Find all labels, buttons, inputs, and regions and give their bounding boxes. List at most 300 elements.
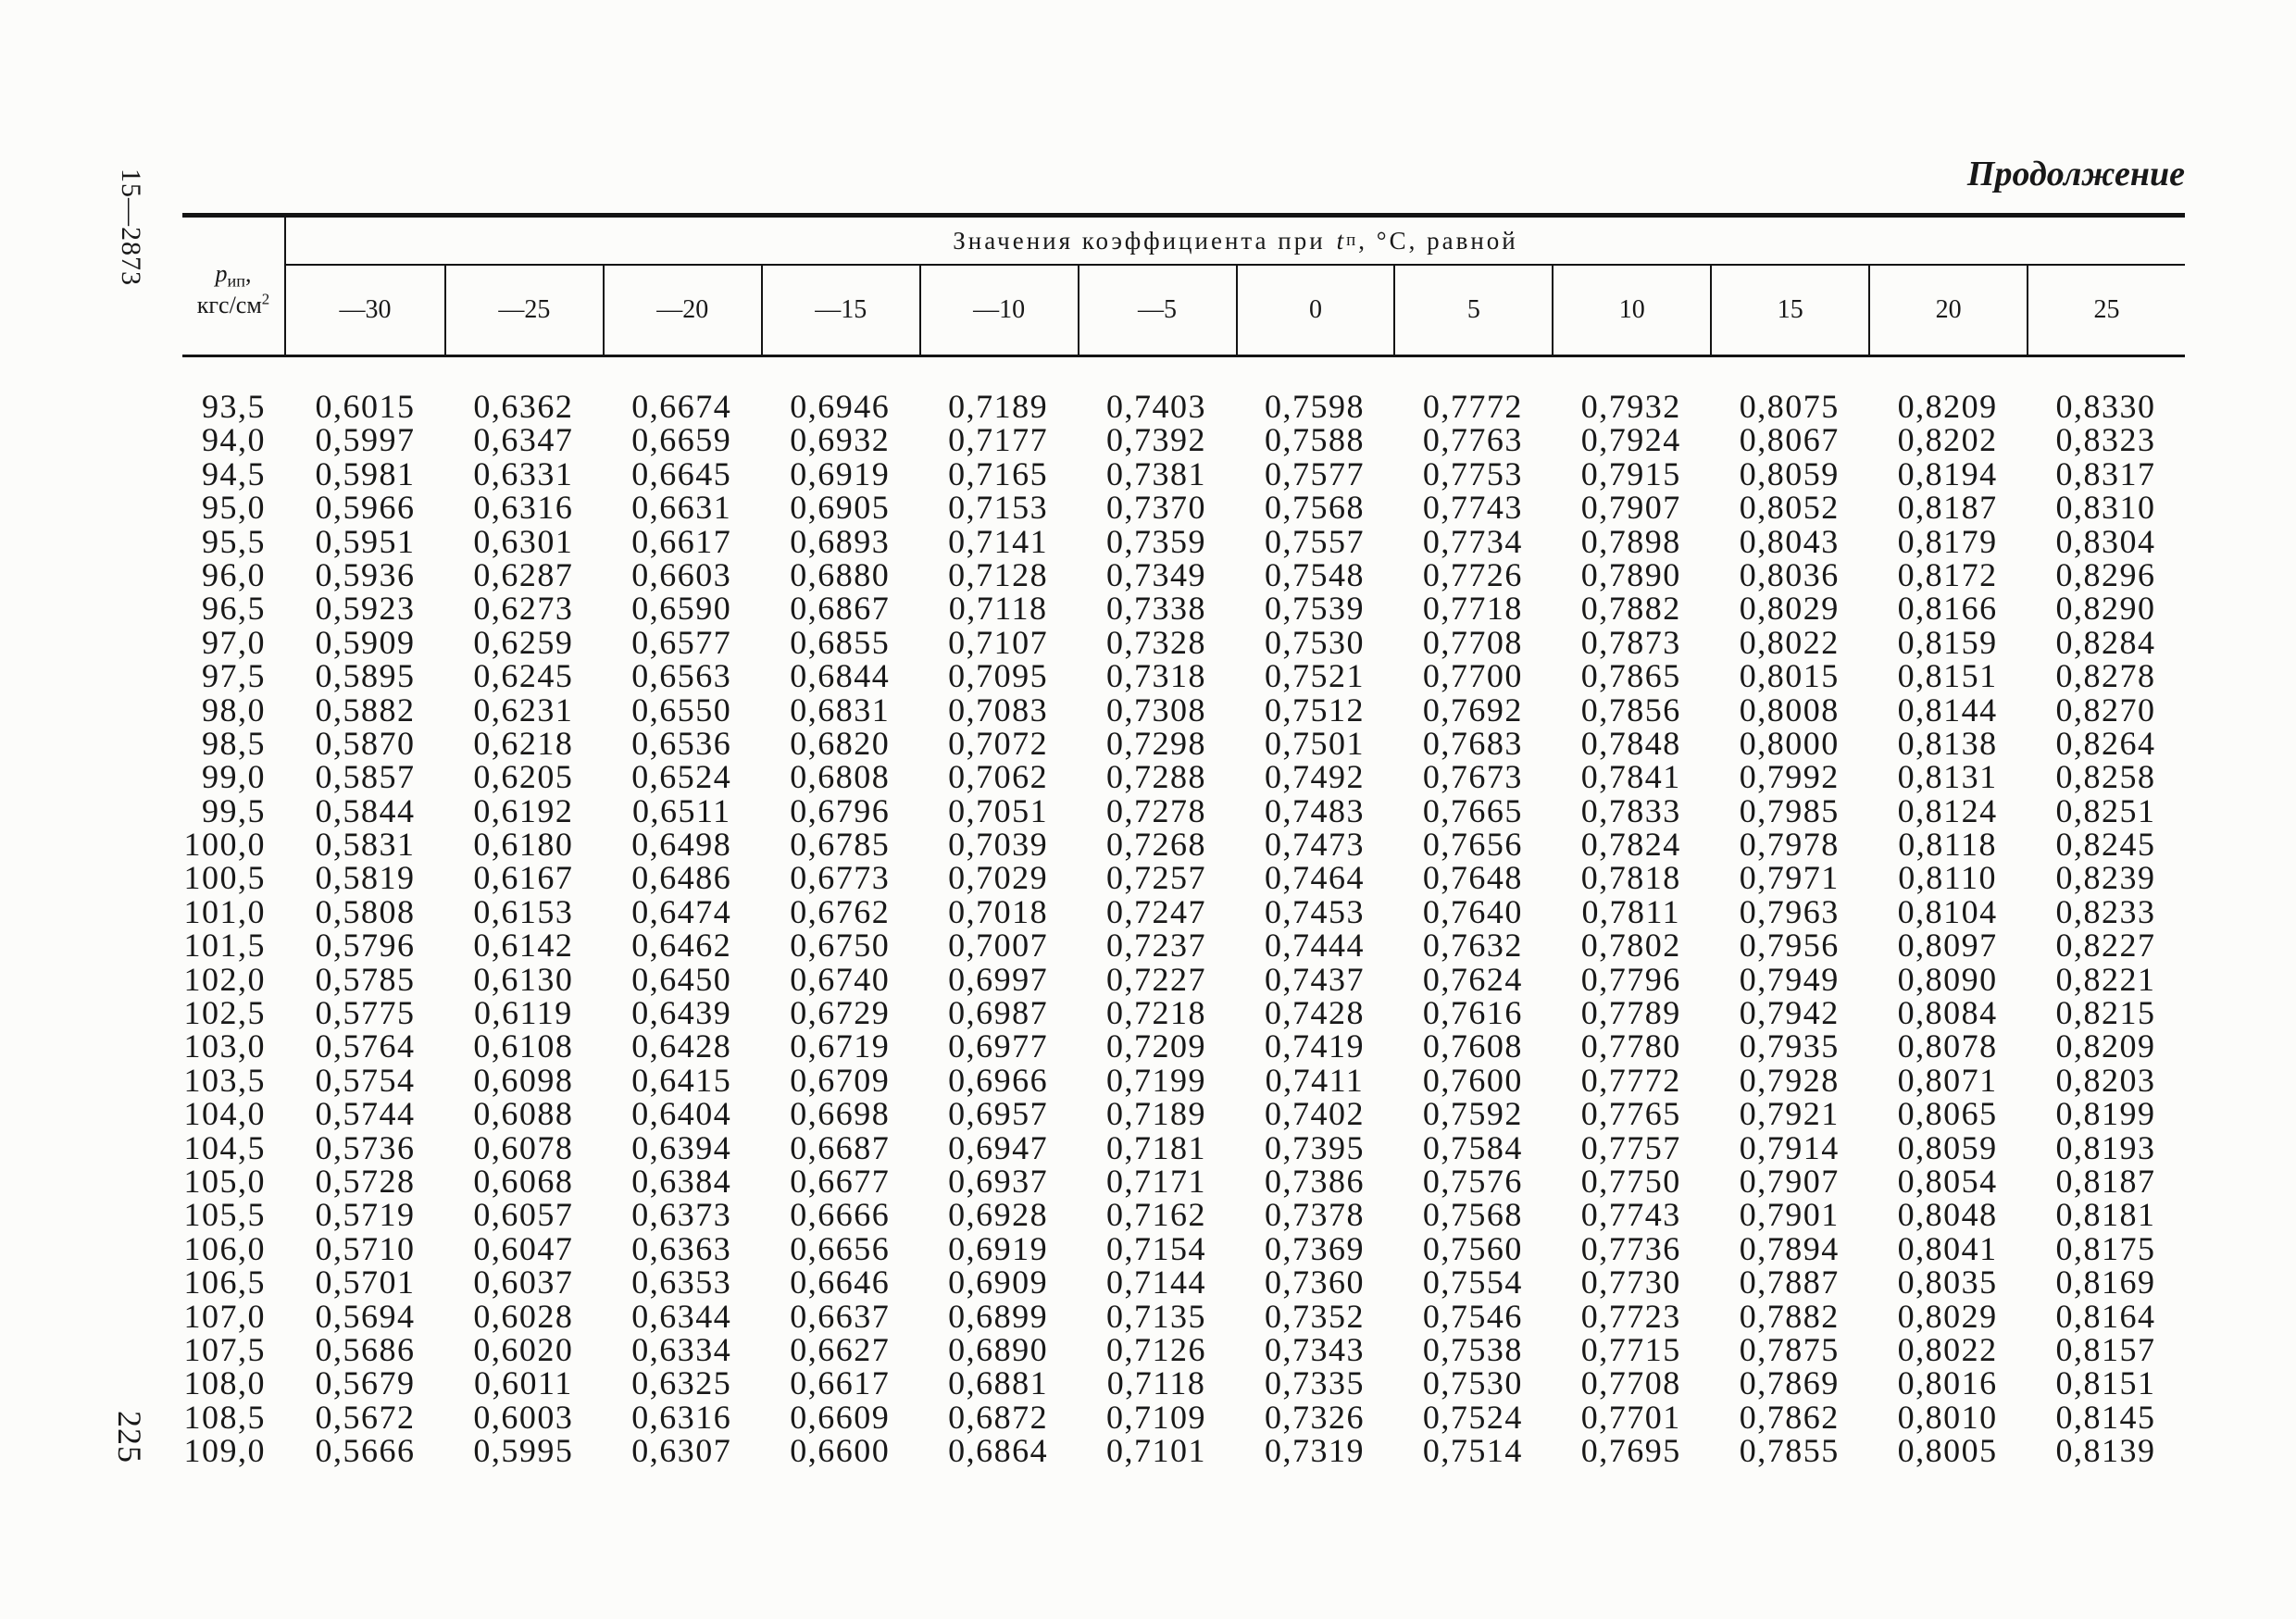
pressure-unit <box>197 290 270 321</box>
coefficient-cell: 0,7700 <box>1422 657 1523 695</box>
coefficient-cell: 0,6603 <box>631 555 732 593</box>
coefficient-cell: 0,7887 <box>1739 1264 1840 1301</box>
coefficient-cell: 0,5719 <box>315 1196 416 1234</box>
coefficient-cell: 0,8179 <box>1897 522 1998 560</box>
coefficient-cell: 0,7648 <box>1422 859 1523 897</box>
coefficient-cell: 0,8194 <box>1897 455 1998 492</box>
coefficient-cell: 0,6325 <box>631 1364 732 1402</box>
coefficient-cell: 0,6068 <box>473 1162 574 1200</box>
coefficient-cell: 0,8048 <box>1897 1196 1998 1234</box>
coefficient-cell: 0,6909 <box>948 1264 1049 1301</box>
coefficient-cell: 0,7144 <box>1106 1264 1207 1301</box>
coefficient-cell: 0,6637 <box>790 1297 891 1335</box>
coefficient-cell: 0,6719 <box>790 1027 891 1065</box>
coefficient-cell: 0,6287 <box>473 555 574 593</box>
coefficient-cell: 0,8233 <box>2055 892 2156 930</box>
coefficient-cell: 0,6404 <box>631 1095 732 1133</box>
coefficient-cell: 0,7985 <box>1739 791 1840 829</box>
coefficient-cell: 0,5764 <box>315 1027 416 1065</box>
coefficient-cell: 0,7588 <box>1264 421 1365 459</box>
coefficient-cell: 0,7765 <box>1580 1095 1681 1133</box>
coefficient-cell: 0,8144 <box>1897 691 1998 729</box>
coefficient-cell: 0,7349 <box>1106 555 1207 593</box>
row-pressure-value: 96,0 <box>202 555 266 593</box>
coefficient-cell: 0,8015 <box>1739 657 1840 695</box>
table-row <box>182 758 2185 796</box>
table-row <box>182 1265 2185 1299</box>
coefficient-cell: 0,7560 <box>1422 1229 1523 1267</box>
coefficient-cell: 0,6740 <box>790 960 891 998</box>
coefficient-cell: 0,6899 <box>948 1297 1049 1335</box>
coefficient-cell: 0,7524 <box>1422 1398 1523 1436</box>
coefficient-cell: 0,8209 <box>1897 388 1998 425</box>
coefficient-cell: 0,6762 <box>790 892 891 930</box>
coefficient-cell: 0,6890 <box>948 1330 1049 1368</box>
coefficient-cell: 0,7199 <box>1106 1061 1207 1099</box>
coefficient-cell: 0,7608 <box>1422 1027 1523 1065</box>
table-row <box>182 1330 2185 1368</box>
coefficient-cell: 0,7824 <box>1580 826 1681 864</box>
coefficient-cell: 0,7656 <box>1422 826 1523 864</box>
coefficient-cell: 0,7378 <box>1264 1196 1365 1234</box>
table-row <box>182 826 2185 864</box>
coefficient-cell: 0,7856 <box>1580 691 1681 729</box>
coefficient-cell: 0,6334 <box>631 1330 732 1368</box>
row-pressure-value: 98,5 <box>202 724 266 762</box>
row-pressure-value: 100,0 <box>183 826 266 864</box>
coefficient-cell: 0,6028 <box>473 1297 574 1335</box>
coefficient-cell: 0,6677 <box>790 1162 891 1200</box>
coefficient-cell: 0,7600 <box>1422 1061 1523 1099</box>
coefficient-cell: 0,7701 <box>1580 1398 1681 1436</box>
coefficient-cell: 0,6905 <box>790 489 891 527</box>
coefficient-cell: 0,7750 <box>1580 1162 1681 1200</box>
coefficient-cell: 0,7437 <box>1264 960 1365 998</box>
coefficient-cell: 0,6245 <box>473 657 574 695</box>
coefficient-cell: 0,6536 <box>631 724 732 762</box>
coefficient-cell: 0,7464 <box>1264 859 1365 897</box>
table-row <box>182 693 2185 727</box>
coefficient-cell: 0,7370 <box>1106 489 1207 527</box>
coefficient-cell: 0,6674 <box>631 388 732 425</box>
coefficient-cell: 0,7227 <box>1106 960 1207 998</box>
coefficient-cell: 0,6363 <box>631 1229 732 1267</box>
coefficient-cell: 0,8010 <box>1897 1398 1998 1436</box>
coefficient-cell: 0,7360 <box>1264 1264 1365 1301</box>
table-row <box>182 1229 2185 1267</box>
coefficient-cell: 0,7907 <box>1580 489 1681 527</box>
coefficient-cell: 0,7554 <box>1422 1264 1523 1301</box>
coefficient-cell: 0,7743 <box>1580 1196 1681 1234</box>
coefficient-cell: 0,7818 <box>1580 859 1681 897</box>
coefficient-cell: 0,6462 <box>631 927 732 965</box>
row-pressure-value: 106,5 <box>183 1264 266 1301</box>
coefficient-cell: 0,6617 <box>790 1364 891 1402</box>
coefficient-cell: 0,7855 <box>1739 1432 1840 1470</box>
coefficient-cell: 0,5997 <box>315 421 416 459</box>
coefficient-cell: 0,6439 <box>631 994 732 1032</box>
coefficient-cell: 0,6347 <box>473 421 574 459</box>
coefficient-cell: 0,8075 <box>1739 388 1840 425</box>
coefficient-cell: 0,6893 <box>790 522 891 560</box>
coefficient-cell: 0,8022 <box>1897 1330 1998 1368</box>
table-row <box>182 522 2185 560</box>
coefficient-cell: 0,7118 <box>948 590 1048 628</box>
coefficient-cell: 0,5966 <box>315 489 416 527</box>
table-row <box>182 555 2185 593</box>
coefficient-cell: 0,7789 <box>1580 994 1681 1032</box>
coefficient-cell: 0,6098 <box>473 1061 574 1099</box>
coefficient-cell: 0,6353 <box>631 1264 732 1301</box>
row-pressure-value: 97,5 <box>202 657 266 695</box>
coefficient-cell: 0,6167 <box>473 859 574 897</box>
coefficient-table <box>182 213 2185 1470</box>
coefficient-cell: 0,6108 <box>473 1027 574 1065</box>
coefficient-cell: 0,7665 <box>1422 791 1523 829</box>
row-pressure-value: 102,0 <box>183 960 266 998</box>
coefficient-cell: 0,8139 <box>2055 1432 2156 1470</box>
coefficient-cell: 0,8041 <box>1897 1229 1998 1267</box>
coefficient-cell: 0,8227 <box>2055 927 2156 965</box>
coefficient-cell: 0,8175 <box>2055 1229 2156 1267</box>
table-row <box>182 1029 2185 1063</box>
coefficient-cell: 0,7695 <box>1580 1432 1681 1470</box>
coefficient-cell: 0,6394 <box>631 1128 732 1166</box>
coefficient-cell: 0,7318 <box>1106 657 1207 695</box>
coefficient-cell: 0,6937 <box>948 1162 1049 1200</box>
row-pressure-value: 106,0 <box>183 1229 266 1267</box>
coefficient-cell: 0,7568 <box>1422 1196 1523 1234</box>
table-row <box>182 390 2185 423</box>
coefficient-cell: 0,5981 <box>315 455 416 492</box>
coefficient-cell: 0,8054 <box>1897 1162 1998 1200</box>
coefficient-cell: 0,7538 <box>1422 1330 1523 1368</box>
coefficient-cell: 0,6316 <box>631 1398 732 1436</box>
coefficient-cell: 0,8164 <box>2055 1297 2156 1335</box>
coefficient-cell: 0,7083 <box>948 691 1049 729</box>
coefficient-cell: 0,6796 <box>790 791 891 829</box>
coefficient-cell: 0,6428 <box>631 1027 732 1065</box>
coefficient-cell: 0,6820 <box>790 724 891 762</box>
coefficient-cell: 0,6880 <box>790 555 891 593</box>
coefficient-cell: 0,7882 <box>1580 590 1681 628</box>
coefficient-cell: 0,8016 <box>1897 1364 1998 1402</box>
coefficient-cell: 0,7718 <box>1422 590 1523 628</box>
coefficient-cell: 0,6231 <box>473 691 574 729</box>
coefficient-cell: 0,6864 <box>948 1432 1049 1470</box>
coefficient-cell: 0,7577 <box>1264 455 1365 492</box>
coefficient-cell: 0,5909 <box>315 623 416 661</box>
coefficient-cell: 0,6153 <box>473 892 574 930</box>
coefficient-cell: 0,7928 <box>1739 1061 1840 1099</box>
coefficient-cell: 0,7907 <box>1739 1162 1840 1200</box>
coefficient-cell: 0,6474 <box>631 892 732 930</box>
coefficient-cell: 0,6273 <box>473 590 574 628</box>
coefficient-cell: 0,8278 <box>2055 657 2156 695</box>
row-pressure-value: 104,5 <box>183 1128 266 1166</box>
coefficient-cell: 0,6785 <box>790 826 891 864</box>
coefficient-cell: 0,8221 <box>2055 960 2156 998</box>
coefficient-cell: 0,8022 <box>1739 623 1840 661</box>
table-row <box>182 457 2185 491</box>
coefficient-cell: 0,7692 <box>1422 691 1523 729</box>
coefficient-cell: 0,7444 <box>1264 927 1365 965</box>
coefficient-cell: 0,8193 <box>2055 1128 2156 1166</box>
coefficient-cell: 0,8131 <box>1897 758 1998 796</box>
coefficient-cell: 0,7298 <box>1106 724 1207 762</box>
coefficient-cell: 0,7126 <box>1106 1330 1207 1368</box>
row-pressure-value: 97,0 <box>202 623 266 661</box>
group-header-unit: , °С, равной <box>1358 226 1518 255</box>
table-row <box>182 927 2185 965</box>
column-header: —20 <box>603 266 761 355</box>
coefficient-cell: 0,7154 <box>1106 1229 1207 1267</box>
coefficient-cell: 0,6119 <box>474 994 573 1032</box>
coefficient-cell: 0,7381 <box>1106 455 1207 492</box>
pressure-variable: p <box>215 260 228 287</box>
coefficient-cell: 0,8187 <box>1897 489 1998 527</box>
coefficient-cell: 0,7029 <box>948 859 1049 897</box>
coefficient-cell: 0,7763 <box>1422 421 1523 459</box>
coefficient-cell: 0,7683 <box>1422 724 1523 762</box>
table-row <box>182 1095 2185 1133</box>
row-pressure-value: 103,0 <box>183 1027 266 1065</box>
coefficient-cell: 0,7335 <box>1264 1364 1365 1402</box>
coefficient-cell: 0,6666 <box>790 1196 891 1234</box>
coefficient-cell: 0,8052 <box>1739 489 1840 527</box>
coefficient-cell: 0,7753 <box>1422 455 1523 492</box>
coefficient-cell: 0,7772 <box>1580 1061 1681 1099</box>
row-pressure-value: 100,5 <box>183 859 266 897</box>
coefficient-cell: 0,7632 <box>1422 927 1523 965</box>
coefficient-cell: 0,6307 <box>631 1432 732 1470</box>
row-pressure-value: 108,0 <box>183 1364 266 1402</box>
pressure-unit-text: кгс/см <box>196 292 262 318</box>
coefficient-cell: 0,7568 <box>1264 489 1365 527</box>
coefficient-cell: 0,5754 <box>315 1061 416 1099</box>
pressure-symbol-comma: , <box>244 260 252 287</box>
column-header: —15 <box>761 266 919 355</box>
coefficient-cell: 0,6977 <box>948 1027 1049 1065</box>
table-row <box>182 657 2185 695</box>
column-header: 10 <box>1552 266 1710 355</box>
coefficient-cell: 0,8330 <box>2055 388 2156 425</box>
coefficient-cell: 0,6773 <box>790 859 891 897</box>
coefficient-cell: 0,7402 <box>1264 1095 1365 1133</box>
coefficient-cell: 0,6698 <box>790 1095 891 1133</box>
coefficient-cell: 0,5775 <box>315 994 416 1032</box>
coefficient-cell: 0,7730 <box>1580 1264 1681 1301</box>
coefficient-cell: 0,7403 <box>1106 388 1207 425</box>
coefficient-cell: 0,5701 <box>315 1264 416 1301</box>
coefficient-cell: 0,8264 <box>2055 724 2156 762</box>
column-header: —25 <box>444 266 603 355</box>
table-row <box>182 1128 2185 1166</box>
column-header: 0 <box>1236 266 1394 355</box>
coefficient-cell: 0,7107 <box>948 623 1049 661</box>
coefficient-cell: 0,5831 <box>315 826 416 864</box>
coefficient-cell: 0,6946 <box>790 388 891 425</box>
coefficient-cell: 0,7915 <box>1580 455 1681 492</box>
coefficient-cell: 0,7177 <box>948 421 1049 459</box>
coefficient-cell: 0,7576 <box>1422 1162 1523 1200</box>
coefficient-cell: 0,7743 <box>1422 489 1523 527</box>
coefficient-cell: 0,8169 <box>2055 1264 2156 1301</box>
coefficient-cell: 0,7736 <box>1580 1229 1681 1267</box>
coefficient-cell: 0,8097 <box>1897 927 1998 965</box>
page-number: 225 <box>111 1411 148 1463</box>
coefficient-cell: 0,7492 <box>1264 758 1365 796</box>
coefficient-cell: 0,6867 <box>790 590 891 628</box>
pressure-unit-exponent: 2 <box>261 290 270 308</box>
coefficient-cell: 0,8151 <box>1897 657 1998 695</box>
row-pressure-value: 109,0 <box>183 1432 266 1470</box>
coefficient-cell: 0,6344 <box>631 1297 732 1335</box>
coefficient-cell: 0,6037 <box>473 1264 574 1301</box>
coefficient-cell: 0,8172 <box>1897 555 1998 593</box>
coefficient-cell: 0,7530 <box>1422 1364 1523 1402</box>
coefficient-cell: 0,6750 <box>790 927 891 965</box>
coefficient-cell: 0,7734 <box>1422 522 1523 560</box>
row-pressure-value: 102,5 <box>183 994 266 1032</box>
coefficient-cell: 0,7546 <box>1422 1297 1523 1335</box>
coefficient-cell: 0,6078 <box>473 1128 574 1166</box>
coefficient-cell: 0,6808 <box>790 758 891 796</box>
coefficient-cell: 0,7386 <box>1264 1162 1365 1200</box>
coefficient-cell: 0,7841 <box>1580 758 1681 796</box>
coefficient-cell: 0,7039 <box>948 826 1049 864</box>
coefficient-cell: 0,5951 <box>315 522 416 560</box>
coefficient-cell: 0,7428 <box>1264 994 1365 1032</box>
coefficient-cell: 0,7894 <box>1739 1229 1840 1267</box>
coefficient-cell: 0,6373 <box>631 1196 732 1234</box>
table-row <box>182 1196 2185 1234</box>
coefficient-cell: 0,5882 <box>315 691 416 729</box>
row-pressure-value: 105,5 <box>183 1196 266 1234</box>
coefficient-cell: 0,7326 <box>1264 1398 1365 1436</box>
coefficient-cell: 0,6590 <box>631 590 732 628</box>
coefficient-cell: 0,8203 <box>2055 1061 2156 1099</box>
coefficient-cell: 0,5694 <box>315 1297 416 1335</box>
coefficient-cell: 0,5808 <box>315 892 416 930</box>
coefficient-cell: 0,7218 <box>1106 994 1207 1032</box>
coefficient-cell: 0,7624 <box>1422 960 1523 998</box>
coefficient-cell: 0,6088 <box>473 1095 574 1133</box>
coefficient-cell: 0,7359 <box>1106 522 1207 560</box>
coefficient-cell: 0,7530 <box>1264 623 1365 661</box>
coefficient-cell: 0,7343 <box>1264 1330 1365 1368</box>
coefficient-cell: 0,6687 <box>790 1128 891 1166</box>
coefficient-cell: 0,7584 <box>1422 1128 1523 1166</box>
group-header-text: Значения коэффициента при <box>953 226 1326 255</box>
coefficient-cell: 0,7473 <box>1264 826 1365 864</box>
coefficient-cell: 0,8181 <box>2055 1196 2156 1234</box>
coefficient-cell: 0,7162 <box>1106 1196 1207 1234</box>
coefficient-cell: 0,6550 <box>631 691 732 729</box>
coefficient-cell: 0,6205 <box>473 758 574 796</box>
row-pressure-value: 105,0 <box>183 1162 266 1200</box>
coefficient-cell: 0,7539 <box>1264 590 1365 628</box>
coefficient-cell: 0,7453 <box>1264 892 1365 930</box>
row-pressure-value: 107,5 <box>183 1330 266 1368</box>
coefficient-cell: 0,5995 <box>473 1432 574 1470</box>
coefficient-cell: 0,7956 <box>1739 927 1840 965</box>
table-row <box>182 1366 2185 1400</box>
row-pressure-value: 95,5 <box>202 522 266 560</box>
coefficient-cell: 0,7237 <box>1106 927 1207 965</box>
table-row <box>182 623 2185 661</box>
coefficient-cell: 0,7992 <box>1739 758 1840 796</box>
coefficient-cell: 0,5736 <box>315 1128 416 1166</box>
coefficient-cell: 0,6729 <box>790 994 891 1032</box>
coefficient-cell: 0,7181 <box>1106 1128 1207 1166</box>
coefficient-cell: 0,6498 <box>631 826 732 864</box>
coefficient-cell: 0,7978 <box>1739 826 1840 864</box>
coefficient-cell: 0,5819 <box>315 859 416 897</box>
coefficient-cell: 0,7708 <box>1580 1364 1681 1402</box>
coefficient-cell: 0,8036 <box>1739 555 1840 593</box>
coefficient-cell: 0,8065 <box>1897 1095 1998 1133</box>
coefficient-group-header: Значения коэффициента при t п , °С, равной <box>286 218 2185 266</box>
coefficient-cell: 0,7875 <box>1739 1330 1840 1368</box>
coefficient-cell: 0,7128 <box>948 555 1049 593</box>
coefficient-cell: 0,7521 <box>1264 657 1365 695</box>
coefficient-cell: 0,7780 <box>1580 1027 1681 1065</box>
coefficient-cell: 0,7890 <box>1580 555 1681 593</box>
coefficient-cell: 0,8304 <box>2055 522 2156 560</box>
coefficient-cell: 0,6563 <box>631 657 732 695</box>
coefficient-cell: 0,7935 <box>1739 1027 1840 1065</box>
coefficient-cell: 0,6142 <box>473 927 574 965</box>
coefficient-cell: 0,6450 <box>631 960 732 998</box>
coefficient-cell: 0,8090 <box>1897 960 1998 998</box>
coefficient-cell: 0,5686 <box>315 1330 416 1368</box>
coefficient-cell: 0,6709 <box>790 1061 891 1099</box>
coefficient-cell: 0,6987 <box>948 994 1049 1032</box>
coefficient-cell: 0,7171 <box>1106 1162 1207 1200</box>
coefficient-cell: 0,7411 <box>1265 1061 1365 1099</box>
coefficient-cell: 0,7921 <box>1739 1095 1840 1133</box>
table-row <box>182 489 2185 527</box>
row-pressure-value: 99,0 <box>202 758 266 796</box>
coefficient-cell: 0,6259 <box>473 623 574 661</box>
coefficient-cell: 0,7942 <box>1739 994 1840 1032</box>
coefficient-cell: 0,5666 <box>315 1432 416 1470</box>
coefficient-cell: 0,6362 <box>473 388 574 425</box>
coefficient-cell: 0,6881 <box>948 1364 1049 1402</box>
coefficient-cell: 0,7419 <box>1264 1027 1365 1065</box>
row-pressure-value: 101,0 <box>183 892 266 930</box>
column-header: 25 <box>2027 266 2185 355</box>
coefficient-cell: 0,6617 <box>631 522 732 560</box>
coefficient-cell: 0,6415 <box>631 1061 732 1099</box>
coefficient-cell: 0,7772 <box>1422 388 1523 425</box>
coefficient-cell: 0,7118 <box>1106 1364 1206 1402</box>
coefficient-cell: 0,6645 <box>631 455 732 492</box>
coefficient-cell: 0,6932 <box>790 421 891 459</box>
coefficient-cell: 0,8104 <box>1897 892 1998 930</box>
coefficient-cell: 0,7715 <box>1580 1330 1681 1368</box>
table-row <box>182 1164 2185 1198</box>
row-pressure-value: 94,0 <box>202 421 266 459</box>
coefficient-cell: 0,7640 <box>1422 892 1523 930</box>
coefficient-cell: 0,8043 <box>1739 522 1840 560</box>
coefficient-cell: 0,8110 <box>1898 859 1997 897</box>
coefficient-cell: 0,8008 <box>1739 691 1840 729</box>
coefficient-cell: 0,7189 <box>948 388 1049 425</box>
coefficient-cell: 0,6855 <box>790 623 891 661</box>
row-pressure-value: 104,0 <box>183 1095 266 1133</box>
